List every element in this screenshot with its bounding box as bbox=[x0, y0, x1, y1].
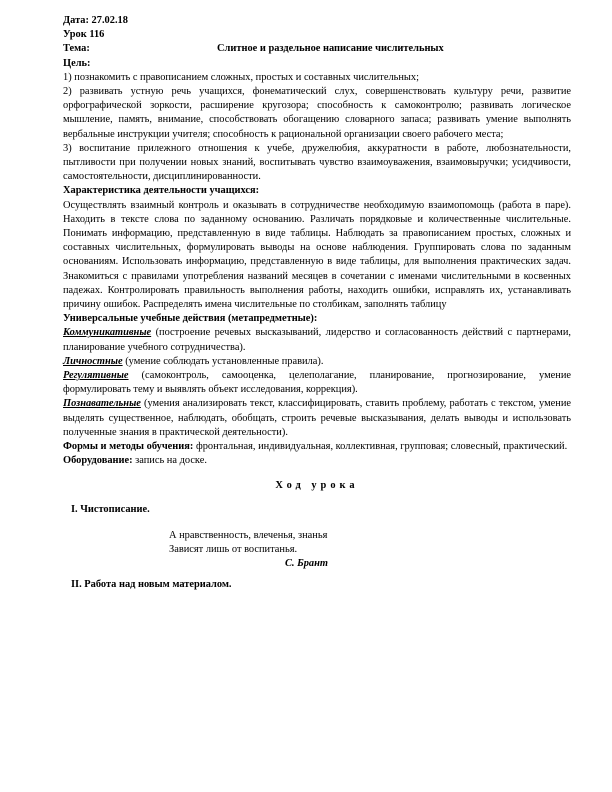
uud-regulatory bbox=[63, 369, 571, 397]
lesson-number: Урок 116 bbox=[63, 29, 105, 41]
topic-label: Тема: bbox=[63, 43, 90, 55]
goal-item-1: 1) познакомить с правописанием сложных, простых и составных числительных; bbox=[63, 71, 419, 83]
personal-text: (умение соблюдать установленные правила). bbox=[122, 355, 324, 367]
cognitive-text: (умения анализировать текст, классифицировать, ставить проблему, работать с текстом, умение выделять существенное, наблюдать, обобщать, строить речевые высказывания, делать выводы и использовать полученные знания в практической деятельности). bbox=[63, 398, 571, 438]
epigraph-author: С. Брант bbox=[285, 558, 328, 570]
regulatory-label: Регулятивные bbox=[63, 370, 129, 382]
goal-heading: Цель: bbox=[63, 57, 91, 69]
goal-item-2: 2) развивать устную речь учащихся, фонематический слух, совершенствовать культуру речи, развитие орфографической зоркости, расширение кругозора; способность к самоконтролю; развивать логическое мышление, память, внимание, способствовать обогащению словарного запаса; развивать умение выполнять вербальные инструкции учителя; способность к рациональной организации своего рабочего места; bbox=[63, 86, 571, 140]
forms-text: фронтальная, индивидуальная, коллективная, групповая; словесный, практический. bbox=[193, 441, 568, 453]
communicative-label: Коммуникативные bbox=[63, 327, 152, 339]
epigraph-line-1: А нравственность, влеченья, знанья bbox=[169, 529, 328, 541]
equipment bbox=[63, 454, 571, 468]
activity-text: Осуществлять взаимный контроль и оказывать в сотрудничестве необходимую взаимопомощь (работа в паре). Находить в тексте слова по заданному основанию. Различать порядковые и количественные числительные. Понимать информацию, представленную в виде таблицы. Наблюдать за правописанием простых, сложных и составных числительных, формулировать выводы на основе наблюдения. Группировать слова по заданным основаниям. Использовать информацию, представленную в виде таблицы, для выполнения практических задач. Знакомиться с правилами употребления названий месяцев в сочетании с именами числительными в косвенных падежах. Контролировать правильность выполнения работы, находить ошибки, исправлять их, устанавливать причину ошибок. Распределять имена числительные по столбикам, заполнять таблицу bbox=[63, 199, 571, 311]
forms-label: Формы и методы обучения: bbox=[63, 441, 194, 453]
epigraph-line-2: Зависят лишь от воспитанья. bbox=[169, 544, 298, 556]
equipment-text: запись на доске. bbox=[132, 455, 207, 467]
activity-heading: Характеристика деятельности учащихся: bbox=[63, 185, 260, 197]
personal-label: Личностные bbox=[63, 355, 123, 367]
section-new-material: II. Работа над новым материалом. bbox=[71, 578, 232, 590]
communicative-text: (построение речевых высказываний, лидерство и согласованность действий с партнерами, планирование учебного сотрудничества). bbox=[63, 327, 571, 353]
document-content bbox=[63, 14, 571, 592]
lesson-course-heading: Ход урока bbox=[275, 479, 359, 491]
lesson-topic: Слитное и раздельное написание числительных bbox=[217, 43, 444, 55]
lesson-date: Дата: 27.02.18 bbox=[63, 15, 128, 26]
uud-personal bbox=[63, 355, 571, 369]
cognitive-label: Познавательные bbox=[63, 398, 141, 410]
goal-item-3: 3) воспитание прилежного отношения к учебе, дружелюбия, аккуратности в работе, любознательности, пытливости при получении новых знаний, воспитывать чувство взаимоуважения, взаимовыручки; усидчивости, самостоятельности, дисциплинированности. bbox=[63, 142, 571, 183]
regulatory-text: (самоконтроль, самооценка, целеполагание, планирование, прогнозирование, умение формулировать тему и выявлять объект исследования, коррекция). bbox=[63, 370, 571, 396]
uud-communicative bbox=[63, 326, 571, 354]
uud-heading: Универсальные учебные действия (метапредметные): bbox=[63, 313, 318, 325]
equipment-label: Оборудование: bbox=[63, 455, 133, 467]
forms-methods bbox=[63, 440, 571, 454]
topic-row bbox=[63, 42, 571, 56]
section-penmanship: I. Чистописание. bbox=[71, 503, 150, 515]
uud-cognitive bbox=[63, 397, 571, 440]
